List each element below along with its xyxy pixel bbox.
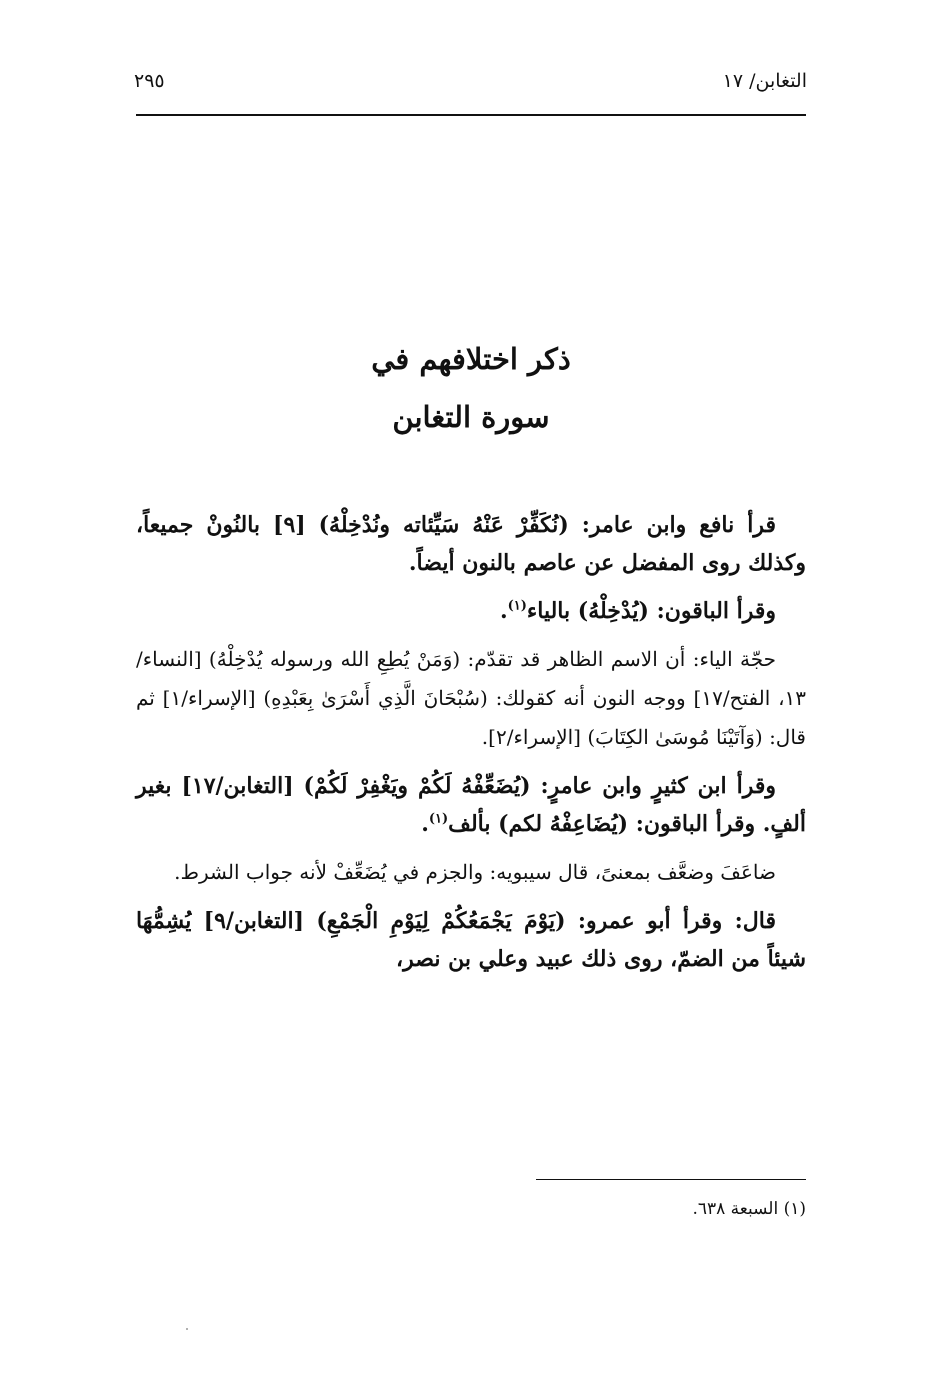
paragraph-text: قال: وقرأ أبو عمرو: (يَوْمَ يَجْمَعُكُمْ لِيَوْمِ الْجَمْعِ) [التغابن/٩] يُشِمُّهَا شيئاً من الضمّ، روى ذلك عبيد وعلي بن نصر،	[136, 908, 806, 972]
header-rule	[136, 114, 806, 116]
paragraph-text: وقرأ ابن كثيرٍ وابن عامرٍ: (يُضَعِّفْهُ لَكُمْ ويَغْفِرْ لَكُمْ) [التغابن/١٧] بغير ألفٍ. وقرأ الباقون: (يُضَاعِفْهُ لكم) بألف	[136, 773, 806, 837]
chapter-title-line-1: ذكر اختلافهم في	[371, 342, 571, 376]
scan-speck	[186, 1328, 188, 1330]
running-title: التغابن/ ١٧	[722, 70, 807, 92]
chapter-title	[136, 330, 806, 446]
paragraph	[136, 853, 806, 892]
paragraph-text: وقرأ الباقون: (يُدْخِلْهُ) بالياء	[526, 598, 776, 624]
paragraph-tail: .	[499, 598, 508, 624]
body-text	[136, 506, 806, 988]
paragraph	[136, 506, 806, 582]
paragraph-tail: .	[421, 811, 429, 837]
footnote: (١) السبعة ٦٣٨.	[692, 1199, 806, 1219]
paragraph	[136, 767, 806, 843]
footnote-rule	[536, 1179, 806, 1180]
running-header	[134, 64, 807, 98]
chapter-title-line-2: سورة التغابن	[392, 400, 550, 434]
paragraph-text: قرأ نافع وابن عامر: (نُكَفِّرْ عَنْهُ سَيِّئاته ونُدْخِلْهُ) [٩] بالنُونْ جميعاً، وكذلك روى المفضل عن عاصم بالنون أيضاً.	[136, 512, 806, 576]
paragraph	[136, 640, 806, 757]
footnote-marker: (١)	[507, 598, 527, 614]
footnote-marker: (١)	[428, 811, 449, 827]
paragraph-text: حجّة الياء: أن الاسم الظاهر قد تقدّم: (وَمَنْ يُطِعِ الله ورسوله يُدْخِلْهُ) [النساء/١٣، الفتح/١٧] ووجه النون أنه كقولك: (سُبْحَانَ الَّذِي أَسْرَىٰ بِعَبْدِهِ) [الإسراء/١] ثم قال: (وَآتَيْنَا مُوسَىٰ الكِتَابَ) [الإسراء/٢].	[136, 647, 807, 749]
paragraph	[136, 592, 806, 630]
page-number: ٢٩٥	[134, 70, 165, 92]
paragraph-text: ضاعَفَ وضعَّف بمعنىً، قال سيبويه: والجزم في يُضَعِّفْ لأنه جواب الشرط.	[174, 860, 776, 884]
paragraph	[136, 902, 806, 978]
